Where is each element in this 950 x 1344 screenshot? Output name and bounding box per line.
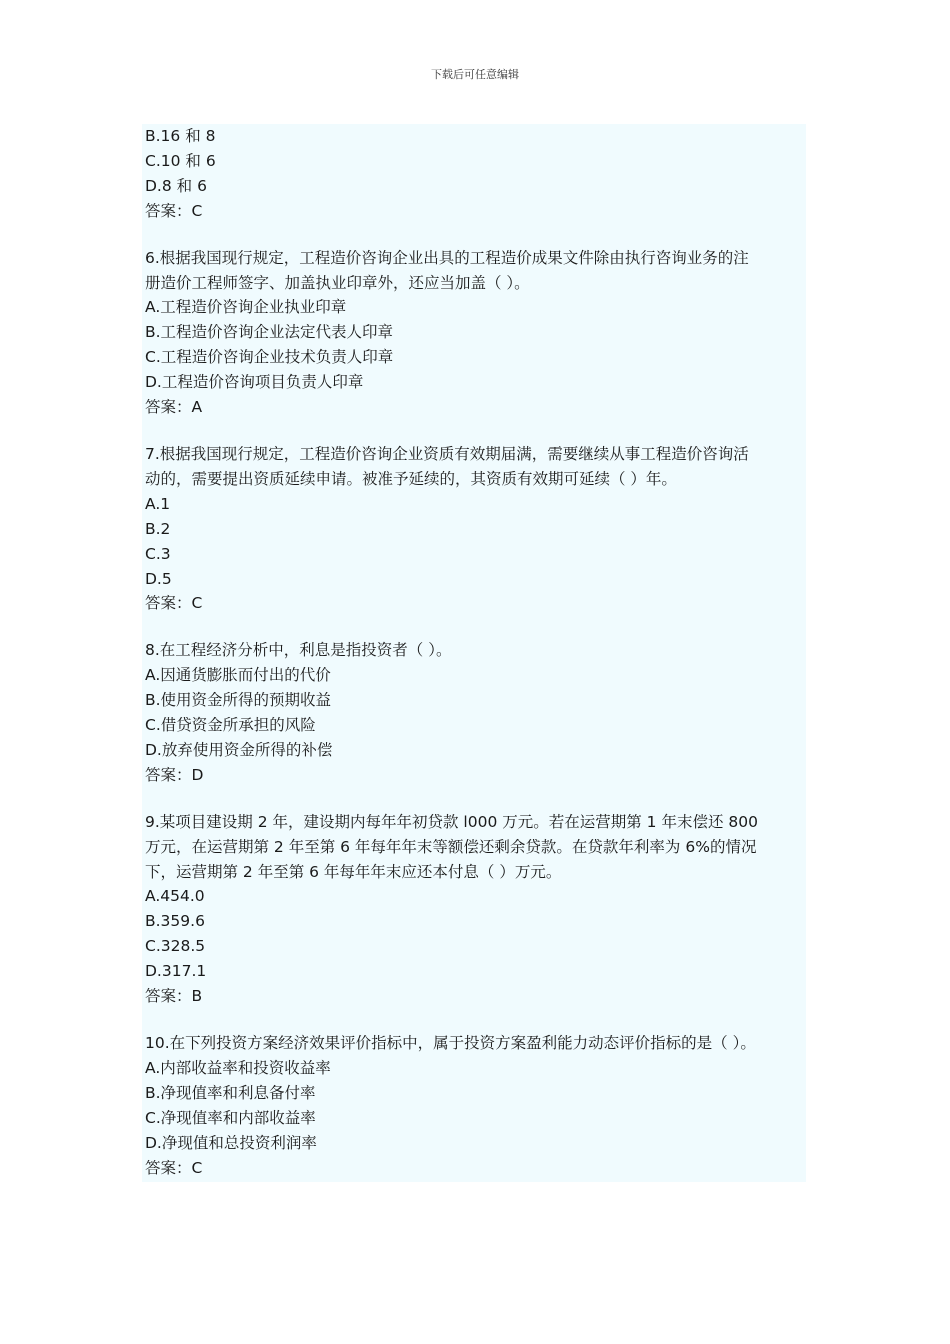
spacer: [145, 616, 806, 638]
question-text-line: 8.在工程经济分析中，利息是指投资者（ ）。: [145, 641, 452, 660]
option-a: A.因通货膨胀而付出的代价: [145, 666, 331, 685]
option-a: A.工程造价咨询企业执业印章: [145, 298, 347, 317]
spacer: [145, 420, 806, 442]
option-d: D.净现值和总投资利润率: [145, 1133, 317, 1152]
question-block-10: [145, 1031, 806, 1180]
question-text-line: 万元，在运营期第 2 年至第 6 年每年年末等额偿还剩余贷款。在贷款年利率为 6%的情况: [145, 837, 757, 856]
option-c: C.净现值率和内部收益率: [145, 1108, 316, 1127]
option-c: C.工程造价咨询企业技术负责人印章: [145, 348, 394, 367]
question-block-5: [145, 124, 806, 224]
spacer: [145, 788, 806, 810]
option-b: B.工程造价咨询企业法定代表人印章: [145, 323, 394, 342]
option-d: D.317.1: [145, 962, 207, 981]
option-d: D.工程造价咨询项目负责人印章: [145, 373, 364, 392]
option-b: B.16 和 8: [145, 127, 216, 145]
option-a: A.454.0: [145, 887, 205, 906]
question-text-line: 册造价工程师签字、加盖执业印章外，还应当加盖（ ）。: [145, 273, 530, 292]
question-block-7: [145, 442, 806, 616]
question-text-line: 下，运营期第 2 年至第 6 年每年年末应还本付息（ ）万元。: [145, 862, 562, 881]
option-c: C.10 和 6: [145, 151, 216, 170]
spacer: [145, 224, 806, 246]
option-b: B.净现值率和利息备付率: [145, 1083, 316, 1102]
answer: 答案：C: [145, 201, 203, 220]
answer: 答案：D: [145, 765, 204, 784]
option-c: C.借贷资金所承担的风险: [145, 716, 316, 735]
question-text-line: 动的，需要提出资质延续申请。被准予延续的，其资质有效期可延续（ ）年。: [145, 469, 677, 488]
answer: 答案：B: [145, 987, 203, 1006]
spacer: [145, 1009, 806, 1031]
question-text-line: 10.在下列投资方案经济效果评价指标中，属于投资方案盈利能力动态评价指标的是（ ）。: [145, 1034, 756, 1052]
question-text-line: 7.根据我国现行规定，工程造价咨询企业资质有效期届满，需要继续从事工程造价咨询活: [145, 444, 749, 463]
option-b: B.359.6: [145, 912, 205, 931]
question-block-9: [145, 810, 806, 1009]
question-block-6: [145, 246, 806, 420]
page-header: 下载后可任意编辑: [431, 68, 519, 81]
option-c: C.328.5: [145, 937, 206, 956]
document-content: [142, 124, 806, 1182]
option-d: D.8 和 6: [145, 176, 207, 195]
option-b: B.使用资金所得的预期收益: [145, 691, 332, 710]
question-text-line: 9.某项目建设期 2 年，建设期内每年年初贷款 l000 万元。若在运营期第 1 年末偿还 800: [145, 812, 758, 831]
option-a: A.内部收益率和投资收益率: [145, 1058, 331, 1077]
option-c: C.3: [145, 544, 171, 563]
question-text-line: 6.根据我国现行规定，工程造价咨询企业出具的工程造价成果文件除由执行咨询业务的注: [145, 248, 749, 267]
answer: 答案：C: [145, 1158, 203, 1177]
option-d: D.放弃使用资金所得的补偿: [145, 740, 333, 759]
option-a: A.1: [145, 494, 171, 513]
question-block-8: [145, 638, 806, 787]
option-d: D.5: [145, 569, 172, 588]
answer: 答案：A: [145, 398, 203, 417]
option-b: B.2: [145, 519, 171, 538]
answer: 答案：C: [145, 594, 203, 613]
